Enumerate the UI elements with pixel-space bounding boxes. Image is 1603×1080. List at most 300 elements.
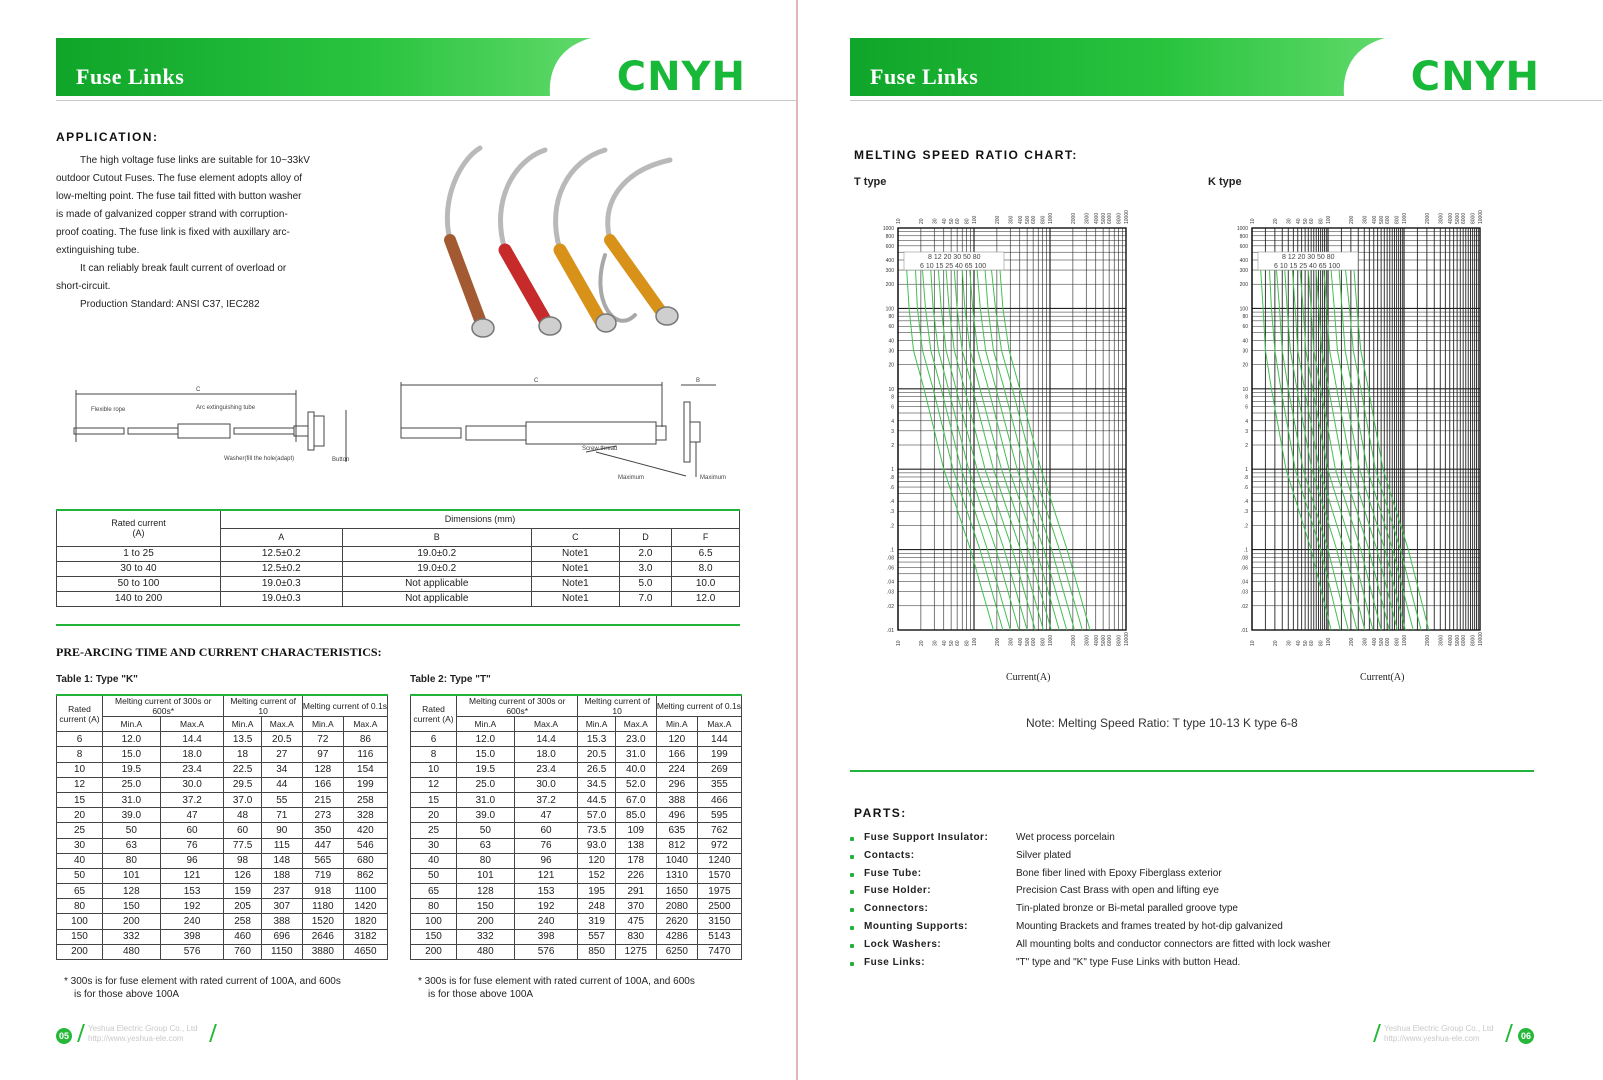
footnote-line: is for those above 100A: [74, 989, 180, 1000]
table-cell: 138: [615, 838, 656, 853]
y-tick-label: .03: [1241, 589, 1248, 596]
table-cell: 166: [656, 747, 697, 762]
footer-company: [88, 1024, 198, 1044]
table-cell: 153: [160, 884, 224, 899]
k-max: Max.A: [343, 717, 387, 732]
y-tick-label: .6: [1243, 485, 1248, 492]
table-cell: 50: [103, 823, 161, 838]
part-desc: Precision Cast Brass with open and lifting eye: [1016, 885, 1219, 897]
x-tick-label: 50: [949, 640, 956, 646]
table-cell: 546: [343, 838, 387, 853]
x-tick-label-top: 1000: [1402, 212, 1408, 224]
table-cell: 76: [160, 838, 224, 853]
table-cell: 420: [343, 823, 387, 838]
footnote-k: [64, 975, 404, 1001]
table-cell: 192: [514, 899, 578, 914]
table-cell: 388: [656, 792, 697, 807]
x-tick-label-top: 50: [1303, 218, 1310, 224]
table-cell: 200: [57, 944, 103, 959]
table-cell: 215: [302, 792, 343, 807]
drawing-label-b: B: [696, 378, 701, 384]
part-item: [850, 868, 1490, 886]
table-cell: 388: [261, 914, 302, 929]
table-cell: 30: [411, 838, 457, 853]
x-tick-label-top: 400: [1017, 215, 1024, 224]
table-cell: 48: [224, 808, 261, 823]
table-row: [411, 853, 742, 868]
drawing-maximum: Maximum: [618, 475, 645, 481]
table-cell: 812: [656, 838, 697, 853]
x-tick-label-top: 300: [1008, 215, 1015, 224]
x-tick-label: 4000: [1447, 634, 1454, 646]
k-g3-header: Melting current of 0.1s: [302, 695, 387, 717]
x-tick-label: 80: [1318, 640, 1325, 646]
y-tick-label: 80: [888, 314, 894, 321]
x-tick-label: 600: [1385, 637, 1392, 646]
y-tick-label: 1000: [1236, 226, 1248, 232]
table-cell: 18: [224, 747, 261, 762]
drawing-label-c-2: C: [534, 378, 539, 384]
x-tick-label-top: 80: [1318, 218, 1325, 224]
col-f: F: [672, 528, 740, 546]
x-tick-label: 80: [964, 640, 971, 646]
x-tick-label: 8000: [1116, 634, 1123, 646]
table-cell: 55: [261, 792, 302, 807]
table-cell: 65: [57, 884, 103, 899]
x-tick-label: 20: [918, 640, 925, 646]
x-tick-label-top: 5000: [1455, 212, 1462, 224]
table-cell: 370: [615, 899, 656, 914]
table-cell: 37.0: [224, 792, 261, 807]
table-cell: 31.0: [457, 792, 515, 807]
table-row: [57, 591, 740, 606]
table-cell: 1100: [343, 884, 387, 899]
table-cell: 100: [411, 914, 457, 929]
t-max: Max.A: [697, 717, 741, 732]
x-tick-label: 1000: [1048, 634, 1054, 646]
table-cell: 128: [103, 884, 161, 899]
table-cell: 52.0: [615, 777, 656, 792]
table-cell: 4286: [656, 929, 697, 944]
banner-title: Fuse Links: [76, 64, 185, 89]
y-tick-label: 1000: [882, 226, 894, 232]
x-tick-label-top: 10000: [1478, 210, 1484, 224]
y-tick-label: .01: [1241, 628, 1248, 634]
bullet-icon: [850, 962, 854, 966]
y-tick-label: 20: [888, 362, 894, 369]
y-tick-label: 8: [891, 394, 894, 401]
x-tick-label: 300: [1008, 637, 1015, 646]
table-cell: 12: [57, 777, 103, 792]
table-cell: 40.0: [615, 762, 656, 777]
table-cell: 40: [411, 853, 457, 868]
x-tick-label: 10000: [1124, 632, 1130, 646]
col-d: D: [619, 528, 671, 546]
part-desc: Mounting Brackets and frames treated by hot-dip galvanized: [1016, 920, 1283, 932]
x-tick-label: 800: [1040, 637, 1047, 646]
brand-logo: CNYH: [1410, 54, 1540, 100]
dimensions-body: [57, 546, 740, 606]
table-cell: 150: [57, 929, 103, 944]
x-tick-label: 30: [1286, 640, 1293, 646]
table-cell: 60: [160, 823, 224, 838]
table-cell: 152: [578, 868, 615, 883]
table-row: [57, 576, 740, 591]
x-tick-label-top: 80: [964, 218, 971, 224]
table-cell: 273: [302, 808, 343, 823]
table-cell: Note1: [531, 561, 619, 576]
y-tick-label: 10: [1242, 386, 1248, 393]
table-cell: 39.0: [103, 808, 161, 823]
x-tick-label: 5000: [1455, 634, 1462, 646]
table-cell: 37.2: [514, 792, 578, 807]
table-cell: 116: [343, 747, 387, 762]
table-cell: 22.5: [224, 762, 261, 777]
y-tick-label: .4: [1243, 499, 1248, 506]
x-tick-label: 400: [1017, 637, 1024, 646]
table-cell: 15.0: [457, 747, 515, 762]
part-desc: "T" type and "K" type Fuse Links with button Head.: [1016, 956, 1241, 968]
table-cell: 2.0: [619, 546, 671, 561]
y-tick-label: 60: [888, 324, 894, 331]
table-cell: 10: [57, 762, 103, 777]
table-cell: 355: [697, 777, 741, 792]
y-tick-label: 200: [885, 282, 894, 289]
footer-slash: [77, 1024, 85, 1042]
table-cell: 332: [457, 929, 515, 944]
table-cell: 80: [103, 853, 161, 868]
y-tick-label: 10: [888, 386, 894, 393]
table-cell: 126: [224, 868, 261, 883]
table-cell: Not applicable: [342, 591, 531, 606]
y-tick-label: .4: [889, 499, 894, 506]
x-tick-label: 50: [1303, 640, 1310, 646]
application-line: outdoor Cutout Fuses. The fuse element adopts alloy of: [56, 173, 303, 184]
table-cell: 20: [57, 808, 103, 823]
drawing-screw-thread: Screw thread: [582, 446, 618, 452]
table-cell: 154: [343, 762, 387, 777]
y-tick-label: 300: [1239, 268, 1248, 275]
y-tick-label: 6: [1245, 404, 1248, 411]
table-cell: 19.0±0.2: [342, 561, 531, 576]
table-cell: 2500: [697, 899, 741, 914]
x-tick-label-top: 500: [1025, 215, 1032, 224]
melting-chart-heading: MELTING SPEED RATIO CHART:: [854, 148, 1078, 162]
t-min: Min.A: [578, 717, 615, 732]
table-cell: 12.0: [672, 591, 740, 606]
table-cell: 480: [103, 944, 161, 959]
table-cell: 60: [514, 823, 578, 838]
col-b: B: [342, 528, 531, 546]
table-cell: 128: [302, 762, 343, 777]
table-cell: 80: [457, 853, 515, 868]
table-cell: Note1: [531, 591, 619, 606]
table-cell: 475: [615, 914, 656, 929]
table-cell: 30 to 40: [57, 561, 221, 576]
table-cell: 6: [411, 732, 457, 747]
application-heading: APPLICATION:: [56, 130, 159, 144]
table-cell: 332: [103, 929, 161, 944]
table-cell: 47: [160, 808, 224, 823]
table-t-caption: Table 2: Type "T": [410, 674, 491, 685]
table-cell: 2080: [656, 899, 697, 914]
table-cell: 39.0: [457, 808, 515, 823]
company-site: http://www.yeshua-ele.com: [88, 1034, 184, 1043]
table-row: [57, 546, 740, 561]
curve-labels-row2: 6 10 15 25 40 65 100: [1274, 263, 1341, 270]
table-row: [411, 838, 742, 853]
y-tick-label: .02: [887, 603, 894, 610]
table-row: [411, 899, 742, 914]
table-row: [411, 792, 742, 807]
x-tick-label-top: 20: [918, 218, 925, 224]
table-cell: Note1: [531, 546, 619, 561]
y-tick-label: .02: [1241, 603, 1248, 610]
table-cell: 1570: [697, 868, 741, 883]
page-number-left: 05: [56, 1028, 72, 1044]
header-banner: [850, 38, 1540, 100]
table-cell: 3.0: [619, 561, 671, 576]
y-tick-label: .04: [887, 579, 894, 586]
section-rule: [56, 624, 740, 626]
part-name: Mounting Supports:: [864, 920, 968, 932]
table-cell: 240: [514, 914, 578, 929]
table-cell: 1240: [697, 853, 741, 868]
t-min: Min.A: [457, 717, 515, 732]
y-tick-label: .06: [1241, 565, 1248, 572]
table-row: [57, 747, 388, 762]
table-cell: 29.5: [224, 777, 261, 792]
curve-40: [970, 270, 1059, 630]
table-cell: 269: [697, 762, 741, 777]
table-cell: 15: [411, 792, 457, 807]
part-desc: Silver plated: [1016, 849, 1072, 861]
bullet-icon: [850, 908, 854, 912]
x-tick-label-top: 6000: [1107, 212, 1114, 224]
x-tick-label: 6000: [1461, 634, 1468, 646]
part-item: [850, 832, 1490, 850]
table-cell: 10.0: [672, 576, 740, 591]
table-cell: 19.5: [457, 762, 515, 777]
x-tick-label: 8000: [1470, 634, 1477, 646]
table-cell: 307: [261, 899, 302, 914]
table-row: [411, 747, 742, 762]
part-name: Fuse Support Insulator:: [864, 832, 989, 843]
k-rated-header: Rated current (A): [57, 695, 103, 732]
table-cell: 26.5: [578, 762, 615, 777]
y-tick-label: .1: [889, 547, 894, 554]
col-c: C: [531, 528, 619, 546]
y-tick-label: .3: [1243, 509, 1248, 516]
y-tick-label: 40: [1242, 338, 1248, 345]
table-cell: 188: [261, 868, 302, 883]
table-row: [411, 762, 742, 777]
x-tick-label: 5000: [1101, 634, 1108, 646]
table-cell: 6: [57, 732, 103, 747]
table-cell: 109: [615, 823, 656, 838]
x-tick-label: 200: [1348, 637, 1355, 646]
bullet-icon: [850, 873, 854, 877]
table-cell: 20: [411, 808, 457, 823]
part-desc: Bone fiber lined with Epoxy Fiberglass exterior: [1016, 867, 1222, 879]
part-item: [850, 921, 1490, 939]
table-cell: 34: [261, 762, 302, 777]
y-tick-label: 800: [1239, 233, 1248, 240]
table-cell: 350: [302, 823, 343, 838]
table-cell: 398: [160, 929, 224, 944]
table-row: [57, 792, 388, 807]
application-line: Production Standard: ANSI C37, IEC282: [80, 299, 260, 310]
table-cell: 240: [160, 914, 224, 929]
table-cell: 97: [302, 747, 343, 762]
table-cell: 40: [57, 853, 103, 868]
t-g3-header: Melting current of 0.1s: [656, 695, 741, 717]
table-cell: 237: [261, 884, 302, 899]
rated-current-unit: (A): [132, 528, 145, 539]
table-cell: 101: [457, 868, 515, 883]
table-cell: 128: [457, 884, 515, 899]
x-tick-label: 2000: [1070, 634, 1077, 646]
table-cell: 466: [697, 792, 741, 807]
banner-title: Fuse Links: [870, 64, 979, 89]
table-cell: 23.4: [160, 762, 224, 777]
table-cell: 1150: [261, 944, 302, 959]
table-cell: 25.0: [457, 777, 515, 792]
x-tick-label: 40: [941, 640, 948, 646]
table-cell: 31.0: [615, 747, 656, 762]
y-tick-label: .04: [1241, 579, 1248, 586]
table-cell: 3182: [343, 929, 387, 944]
y-tick-label: 600: [1239, 243, 1248, 250]
x-tick-label-top: 100: [972, 215, 978, 224]
y-tick-label: 100: [885, 306, 894, 313]
curve-25: [1308, 270, 1381, 630]
application-text: [56, 152, 356, 314]
x-tick-label: 10: [1250, 640, 1256, 646]
t-xaxis-label: Current(A): [1006, 672, 1051, 683]
table-cell: 85.0: [615, 808, 656, 823]
footnote-t: [418, 975, 758, 1001]
table-cell: 80: [411, 899, 457, 914]
table-cell: 13.5: [224, 732, 261, 747]
table-cell: 205: [224, 899, 261, 914]
y-tick-label: 300: [885, 268, 894, 275]
section-rule: [850, 770, 1534, 772]
table-cell: 44.5: [578, 792, 615, 807]
table-cell: 595: [697, 808, 741, 823]
x-tick-label-top: 200: [1348, 215, 1355, 224]
table-cell: 63: [457, 838, 515, 853]
x-tick-label: 400: [1371, 637, 1378, 646]
table-cell: 8: [57, 747, 103, 762]
x-tick-label: 800: [1394, 637, 1401, 646]
x-tick-label-top: 200: [994, 215, 1001, 224]
y-tick-label: 200: [1239, 282, 1248, 289]
part-item: [850, 903, 1490, 921]
drawing-maximum-2: Maximum: [700, 475, 727, 481]
x-tick-label-top: 20: [1272, 218, 1279, 224]
x-tick-label-top: 50: [949, 218, 956, 224]
t-g2-header: Melting current of 10: [578, 695, 656, 717]
table-cell: 23.0: [615, 732, 656, 747]
y-tick-label: .3: [889, 509, 894, 516]
header-rule: [56, 100, 796, 101]
table-cell: 12.0: [457, 732, 515, 747]
footer-slash: [1373, 1024, 1381, 1042]
part-name: Fuse Tube:: [864, 867, 922, 879]
table-cell: 850: [578, 944, 615, 959]
table-cell: 972: [697, 838, 741, 853]
y-tick-label: .01: [887, 628, 894, 634]
rated-current-header: [57, 510, 221, 546]
bullet-icon: [850, 837, 854, 841]
part-item: [850, 850, 1490, 868]
curve-labels-row1: 8 12 20 30 50 80: [928, 254, 981, 261]
table-cell: 77.5: [224, 838, 261, 853]
table-cell: 319: [578, 914, 615, 929]
drawing-washer: Washer(fill the hole(adapt): [224, 456, 295, 462]
table-cell: 20.5: [261, 732, 302, 747]
curve-labels-row2: 6 10 15 25 40 65 100: [920, 263, 987, 270]
table-row: [57, 823, 388, 838]
x-tick-label-top: 500: [1379, 215, 1386, 224]
drawing-arc-tube: Arc extinguishing tube: [196, 405, 256, 411]
table-cell: 30: [57, 838, 103, 853]
table-k-body: [57, 732, 388, 960]
dimension-drawing: [56, 378, 746, 492]
table-cell: 37.2: [160, 792, 224, 807]
table-cell: 1975: [697, 884, 741, 899]
part-desc: All mounting bolts and conductor connectors are fitted with lock washer: [1016, 938, 1331, 950]
x-tick-label-top: 60: [955, 218, 962, 224]
y-tick-label: .2: [889, 523, 894, 530]
footnote-line: * 300s is for fuse element with rated current of 100A, and 600s: [64, 976, 341, 987]
y-tick-label: .03: [887, 589, 894, 596]
table-cell: 719: [302, 868, 343, 883]
table-cell: 57.0: [578, 808, 615, 823]
table-cell: 565: [302, 853, 343, 868]
table-cell: 1650: [656, 884, 697, 899]
dimensions-header: Dimensions (mm): [221, 510, 740, 528]
table-cell: 23.4: [514, 762, 578, 777]
y-tick-label: 400: [1239, 257, 1248, 264]
x-tick-label-top: 6000: [1461, 212, 1468, 224]
k-g2-header: Melting current of 10: [224, 695, 302, 717]
y-tick-label: .06: [887, 565, 894, 572]
table-cell: 5143: [697, 929, 741, 944]
footer-company: [1384, 1024, 1494, 1044]
t-max: Max.A: [514, 717, 578, 732]
y-tick-label: 60: [1242, 324, 1248, 331]
x-tick-label-top: 400: [1371, 215, 1378, 224]
table-cell: 258: [224, 914, 261, 929]
table-row: [57, 561, 740, 576]
y-tick-label: 4: [1245, 418, 1248, 425]
table-cell: 115: [261, 838, 302, 853]
table-cell: 50 to 100: [57, 576, 221, 591]
table-cell: 398: [514, 929, 578, 944]
table-row: [57, 899, 388, 914]
x-tick-label: 4000: [1093, 634, 1100, 646]
table-cell: 635: [656, 823, 697, 838]
table-cell: 224: [656, 762, 697, 777]
table-cell: 14.4: [160, 732, 224, 747]
drawing-button: Button: [332, 457, 350, 463]
y-tick-label: 2: [891, 442, 894, 449]
table-cell: 30.0: [160, 777, 224, 792]
y-tick-label: 20: [1242, 362, 1248, 369]
part-item: [850, 957, 1490, 975]
